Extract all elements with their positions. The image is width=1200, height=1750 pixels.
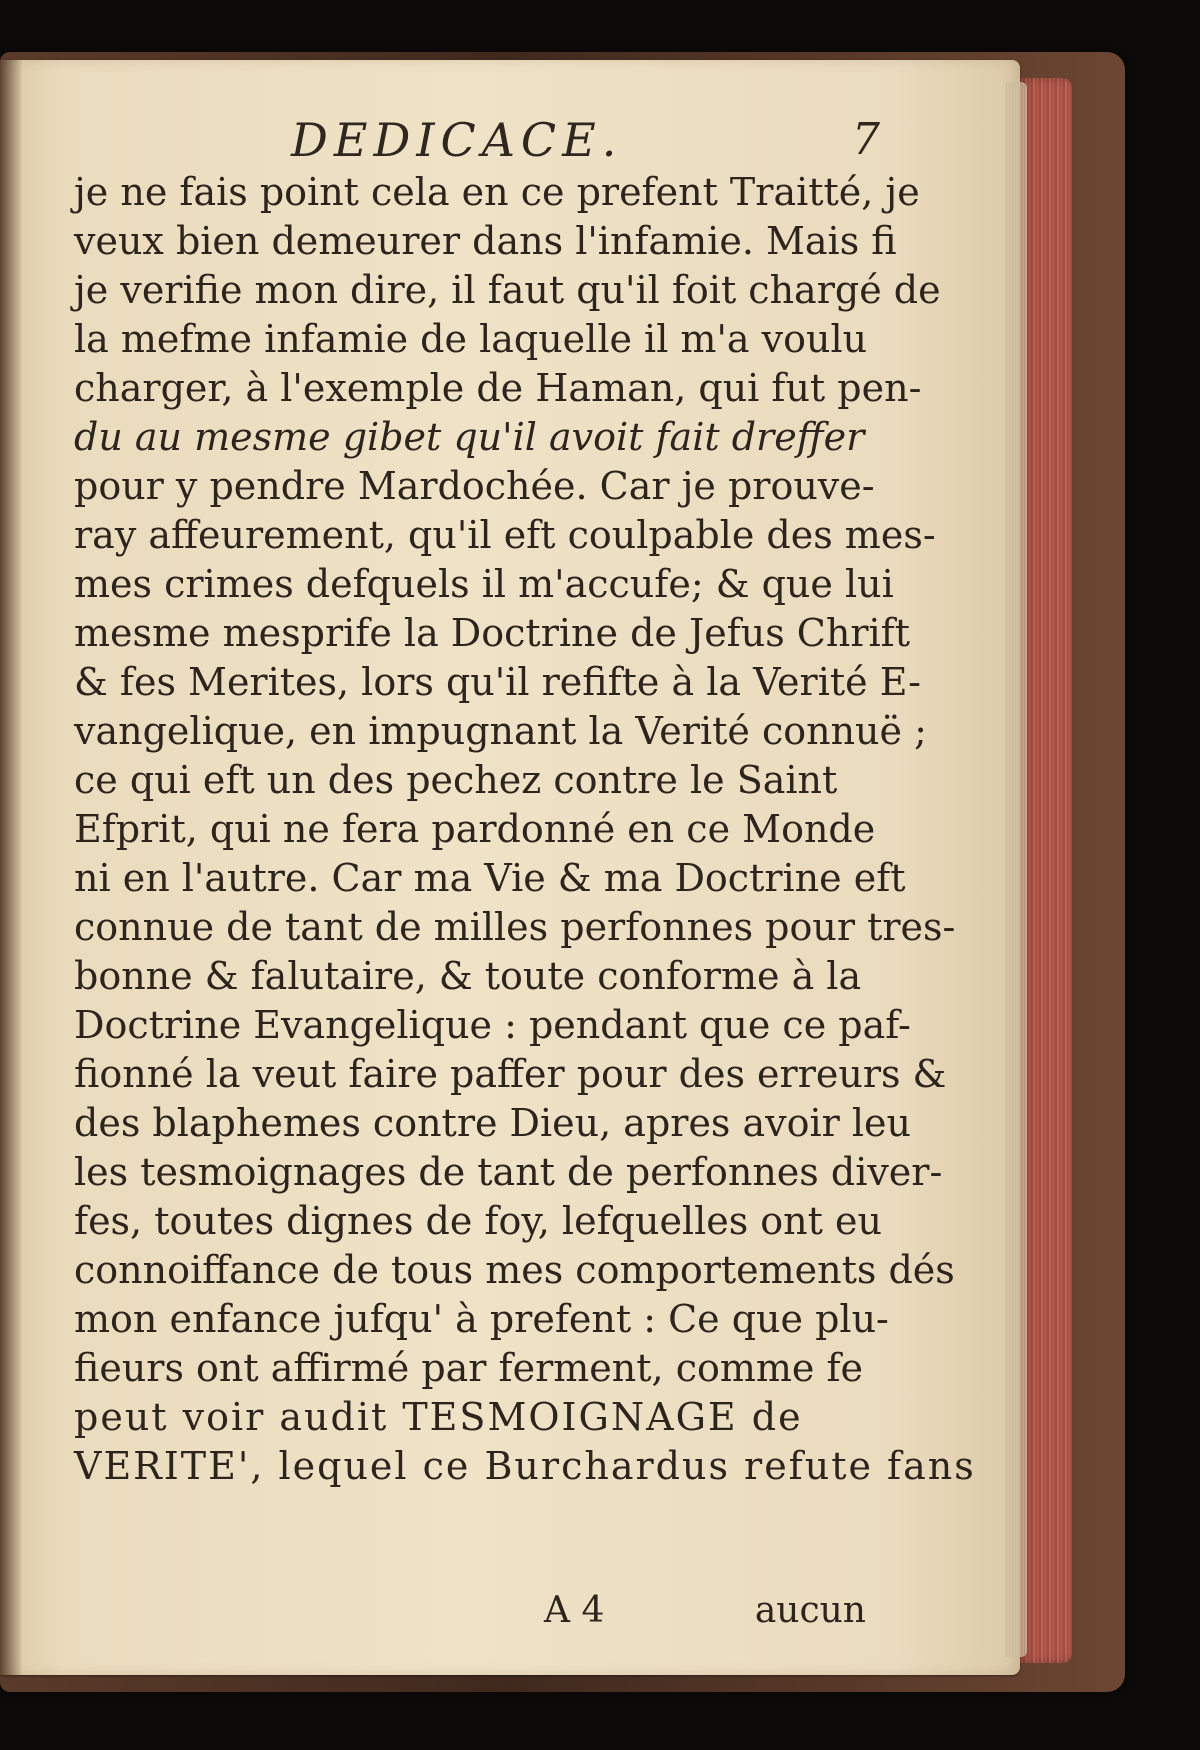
text-line-10: mesme mesprife la Doctrine de Jefus Chrift: [74, 611, 910, 655]
text-line-16: connue de tant de milles perfonnes pour tres-: [74, 905, 956, 949]
page-footer: [74, 1586, 884, 1636]
text-line-14: Efprit, qui ne fera pardonné en ce Monde: [74, 807, 876, 851]
text-line-11: & fes Merites, lors qu'il refifte à la Verité E-: [74, 660, 921, 704]
text-line-26: peut voir audit TESMOIGNAGE de: [74, 1395, 803, 1439]
text-line-1: je ne fais point cela en ce prefent Traitté, je: [74, 170, 920, 214]
text-line-5: charger, à l'exemple de Haman, qui fut pen-: [74, 366, 922, 410]
spine-shadow: [0, 60, 22, 1675]
text-line-21: les tesmoignages de tant de perfonnes diver-: [74, 1150, 943, 1194]
page-title: DEDICACE.: [291, 113, 623, 167]
running-head: [291, 112, 886, 168]
page-text: [74, 112, 976, 1631]
text-line-4: la mefme infamie de laquelle il m'a voulu: [74, 317, 868, 361]
page-edge-red: [1020, 78, 1072, 1663]
text-line-12: vangelique, en impugnant la Verité connuë ;: [74, 709, 927, 753]
text-line-25: fieurs ont affirmé par ferment, comme fe: [74, 1346, 864, 1390]
text-line-23: connoiffance de tous mes comportements dés: [74, 1248, 955, 1292]
text-line-6: du au mesme gibet qu'il avoit fait dreffer: [74, 415, 865, 459]
signature-mark: A 4: [544, 1590, 605, 1631]
text-line-24: mon enfance jufqu' à prefent : Ce que plu-: [74, 1297, 889, 1341]
text-line-7: pour y pendre Mardochée. Car je prouve-: [74, 464, 875, 508]
text-line-9: mes crimes defquels il m'accufe; & que lui: [74, 562, 894, 606]
catchword: aucun: [754, 1590, 866, 1631]
text-line-8: ray affeurement, qu'il eft coulpable des mes-: [74, 513, 936, 557]
page-stack: [1005, 82, 1027, 1657]
text-line-3: je verifie mon dire, il faut qu'il foit chargé de: [74, 268, 941, 312]
text-line-17: bonne & falutaire, & toute conforme à la: [74, 954, 862, 998]
text-line-2: veux bien demeurer dans l'infamie. Mais fi: [74, 219, 897, 263]
text-line-22: fes, toutes dignes de foy, lefquelles ont eu: [74, 1199, 882, 1243]
text-line-18: Doctrine Evangelique : pendant que ce paf-: [74, 1003, 911, 1047]
text-line-20: des blaphemes contre Dieu, apres avoir leu: [74, 1101, 912, 1145]
page-number: 7: [852, 114, 886, 165]
text-line-13: ce qui eft un des pechez contre le Saint: [74, 758, 838, 802]
text-line-27: VERITE', lequel ce Burchardus refute fans: [74, 1444, 976, 1488]
text-line-19: fionné la veut faire paffer pour des erreurs &: [74, 1052, 947, 1096]
text-line-15: ni en l'autre. Car ma Vie & ma Doctrine eft: [74, 856, 906, 900]
